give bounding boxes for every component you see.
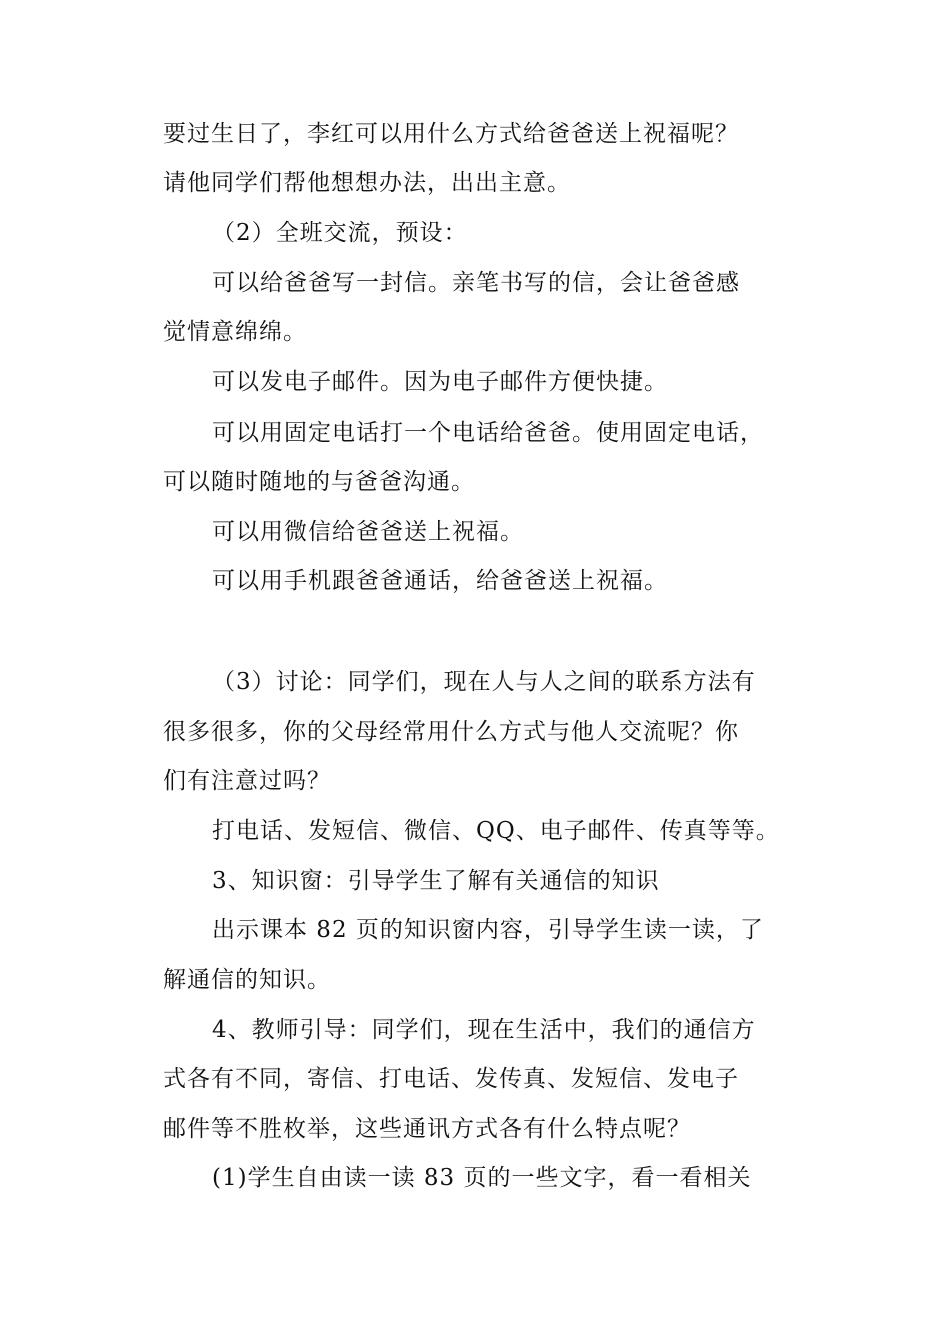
text-line-9: 可以用微信给爸爸送上祝福。 bbox=[212, 519, 524, 545]
text-line-15: 3、知识窗：引导学生了解有关通信的知识 bbox=[212, 868, 660, 894]
text-line-20: 邮件等不胜枚举，这些通讯方式各有什么特点呢？ bbox=[163, 1116, 691, 1142]
text-line-3: （2）全班交流，预设： bbox=[212, 220, 468, 246]
text-line-13: 们有注意过吗？ bbox=[163, 768, 331, 794]
text-line-12: 很多很多，你的父母经常用什么方式与他人交流呢？你 bbox=[163, 719, 739, 745]
text-line-5: 觉情意绵绵。 bbox=[163, 319, 307, 345]
text-line-18: 4、教师引导：同学们，现在生活中，我们的通信方 bbox=[212, 1017, 756, 1043]
text-line-11: （3）讨论：同学们，现在人与人之间的联系方法有 bbox=[212, 669, 756, 695]
text-line-16: 出示课本 82 页的知识窗内容，引导学生读一读，了 bbox=[212, 917, 764, 943]
text-line-19: 式各有不同，寄信、打电话、发传真、发短信、发电子 bbox=[163, 1066, 739, 1092]
text-line-7: 可以用固定电话打一个电话给爸爸。使用固定电话， bbox=[212, 420, 764, 446]
text-line-14: 打电话、发短信、微信、QQ、电子邮件、传真等等。 bbox=[212, 818, 780, 844]
text-line-4: 可以给爸爸写一封信。亲笔书写的信，会让爸爸感 bbox=[212, 270, 740, 296]
text-line-17: 解通信的知识。 bbox=[163, 967, 331, 993]
text-line-2: 请他同学们帮他想想办法，出出主意。 bbox=[163, 170, 571, 196]
text-line-10: 可以用手机跟爸爸通话，给爸爸送上祝福。 bbox=[212, 568, 668, 594]
text-line-8: 可以随时随地的与爸爸沟通。 bbox=[163, 469, 475, 495]
text-line-6: 可以发电子邮件。因为电子邮件方便快捷。 bbox=[212, 369, 668, 395]
text-line-1: 要过生日了，李红可以用什么方式给爸爸送上祝福呢？ bbox=[163, 121, 739, 147]
text-line-21: (1)学生自由读一读 83 页的一些文字，看一看相关 bbox=[212, 1165, 752, 1191]
